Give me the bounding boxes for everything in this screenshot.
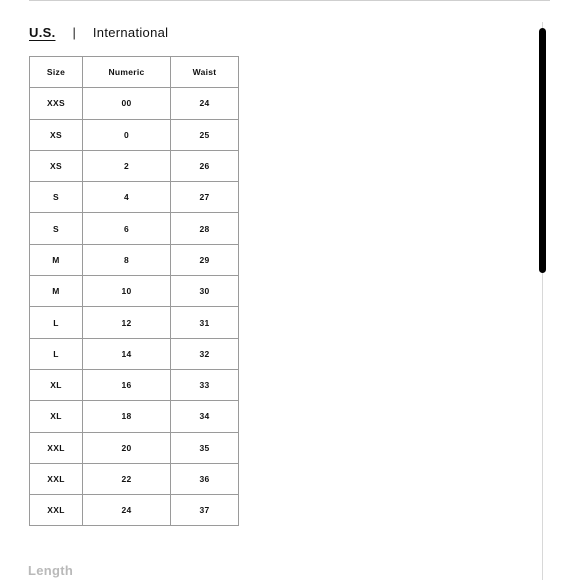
cell-numeric: 16	[83, 369, 171, 400]
size-chart-table	[29, 56, 239, 526]
cell-waist: 34	[171, 401, 239, 432]
header-numeric: Numeric	[83, 57, 171, 88]
cell-numeric: 8	[83, 244, 171, 275]
cell-size: XL	[30, 369, 83, 400]
table-row	[30, 369, 239, 400]
cell-waist: 31	[171, 307, 239, 338]
table-row	[30, 182, 239, 213]
cell-numeric: 12	[83, 307, 171, 338]
cell-numeric: 14	[83, 338, 171, 369]
cell-waist: 33	[171, 369, 239, 400]
table-row	[30, 495, 239, 526]
top-divider	[29, 0, 550, 1]
table-header-row	[30, 57, 239, 88]
cell-size: M	[30, 276, 83, 307]
table-row	[30, 401, 239, 432]
unit-tabs	[29, 22, 168, 42]
cell-size: XXL	[30, 432, 83, 463]
table-row	[30, 150, 239, 181]
cell-waist: 27	[171, 182, 239, 213]
cell-numeric: 0	[83, 119, 171, 150]
cell-size: S	[30, 213, 83, 244]
cell-size: XXL	[30, 463, 83, 494]
tab-separator: |	[72, 24, 76, 40]
cell-size: S	[30, 182, 83, 213]
cell-waist: 36	[171, 463, 239, 494]
table-row	[30, 213, 239, 244]
table-row	[30, 276, 239, 307]
cell-waist: 37	[171, 495, 239, 526]
table-row	[30, 463, 239, 494]
tab-us[interactable]: U.S.	[29, 24, 56, 40]
cell-numeric: 10	[83, 276, 171, 307]
cell-waist: 30	[171, 276, 239, 307]
table-row	[30, 119, 239, 150]
cell-waist: 28	[171, 213, 239, 244]
cell-waist: 26	[171, 150, 239, 181]
cell-waist: 29	[171, 244, 239, 275]
cell-waist: 25	[171, 119, 239, 150]
table-row	[30, 244, 239, 275]
cell-numeric: 20	[83, 432, 171, 463]
cell-waist: 35	[171, 432, 239, 463]
cell-size: XL	[30, 401, 83, 432]
cell-numeric: 6	[83, 213, 171, 244]
cell-numeric: 24	[83, 495, 171, 526]
cell-waist: 24	[171, 88, 239, 119]
scrollbar-thumb[interactable]	[539, 28, 546, 273]
length-section-heading: Length	[28, 563, 74, 578]
cell-size: M	[30, 244, 83, 275]
cell-numeric: 18	[83, 401, 171, 432]
cell-size: XXS	[30, 88, 83, 119]
cell-size: XS	[30, 119, 83, 150]
table-row	[30, 307, 239, 338]
header-waist: Waist	[171, 57, 239, 88]
tab-international[interactable]: International	[92, 24, 169, 40]
cell-size: L	[30, 338, 83, 369]
cell-waist: 32	[171, 338, 239, 369]
header-size: Size	[30, 57, 83, 88]
table-row	[30, 88, 239, 119]
cell-numeric: 2	[83, 150, 171, 181]
cell-numeric: 22	[83, 463, 171, 494]
cell-size: XS	[30, 150, 83, 181]
table-row	[30, 338, 239, 369]
cell-numeric: 00	[83, 88, 171, 119]
cell-numeric: 4	[83, 182, 171, 213]
cell-size: XXL	[30, 495, 83, 526]
table-row	[30, 432, 239, 463]
cell-size: L	[30, 307, 83, 338]
